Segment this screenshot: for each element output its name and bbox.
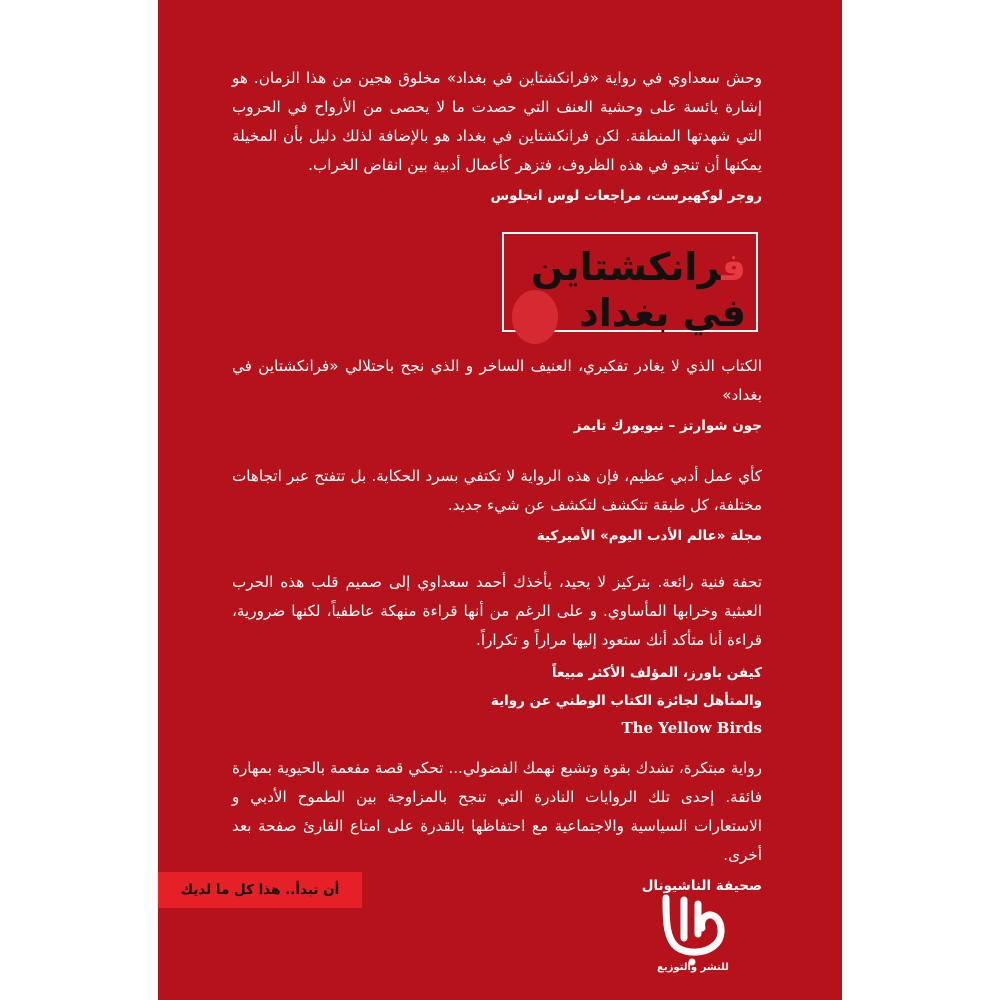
title-first-letter: ف <box>721 245 746 289</box>
quote-text: الكتاب الذي لا يغادر تفكيري، العنيف الساخر و الذي نجح باحتلالي «فرانكشتاين في بغداد» <box>232 357 762 404</box>
back-cover <box>158 0 842 1000</box>
review-quote-3 <box>232 462 762 550</box>
quote-attribution: جون شوارتز – نيويورك تايمز <box>573 418 762 434</box>
quote-text: رواية مبتكرة، تشدك بقوة وتشبع نهمك الفضولي... تحكي قصة مفعمة بالحيوية بمهارة فائقة. إحدى تلك الروايات النادرة التي تنجح بالمزاوجة بين الطموح الأدبي و الاستعارات السياسية والاجتماعية مع احتفاظها بالقدرة على امتاع القارئ صفحة بعد أخرى. <box>232 759 762 864</box>
quote-text: وحش سعداوي في رواية «فرانكشتاين في بغداد» مخلوق هجين من هذا الزمان. هو إشارة يائسة على وحشية العنف التي حصدت ما لا يحصى من الأرواح في الحروب التي شهدتها المنطقة. لكن فرانكشتاين في بغداد هو بالإضافة لذلك دليل بأن المخيلة يمكنها أن تنجو في هذه الظروف، فتزهر كأعمال أدبية بين انقاض الخراب. <box>232 69 762 174</box>
quote-attribution-line-2: والمتأهل لجائزة الكتاب الوطني عن رواية <box>490 693 762 709</box>
title-line-1 <box>531 244 746 290</box>
quote-text: كأي عمل أدبي عظيم، فإن هذه الرواية لا تكتفي بسرد الحكاية. بل تتفتح عبر اتجاهات مختلفة، كل طبقة تتكشف لتكشف عن شيء جديد. <box>232 467 762 514</box>
review-quote-2 <box>232 352 762 440</box>
quote-attribution: صحيفة الناشيونال <box>641 878 762 894</box>
title-line-1-rest: رانكشتاين <box>531 245 722 289</box>
quote-text: تحفة فنية رائعة. بتركيز لا يحيد، يأخذك أحمد سعداوي إلى صميم قلب هذه الحرب العبثية وخرابها المأساوي. و على الرغم من أنها قراءة منهكة عاطفياً، لكنها ضرورية، قراءة أنا متأكد أنك ستعود إليها مراراً و تكراراً. <box>232 573 762 649</box>
quote-attribution: مجلة «عالم الأدب اليوم» الأميركية <box>536 528 762 544</box>
review-quote-1 <box>232 64 762 210</box>
review-quote-4 <box>232 568 762 741</box>
quote-attribution-book-title: The Yellow Birds <box>621 719 762 737</box>
quote-attribution-line-1: كيفن باورز، المؤلف الأكثر مبيعاً <box>551 665 762 681</box>
publisher-logo-icon <box>656 890 730 970</box>
book-title <box>531 244 746 336</box>
quote-attribution: روجر لوكهيرست، مراجعات لوس انجلوس <box>490 188 762 204</box>
title-line-2: في بغداد <box>579 291 746 335</box>
tagline-ribbon: أن تبدأ.. هذا كل ما لديك <box>158 872 362 908</box>
publisher-tagline: للنشر والتوزيع <box>657 962 729 973</box>
